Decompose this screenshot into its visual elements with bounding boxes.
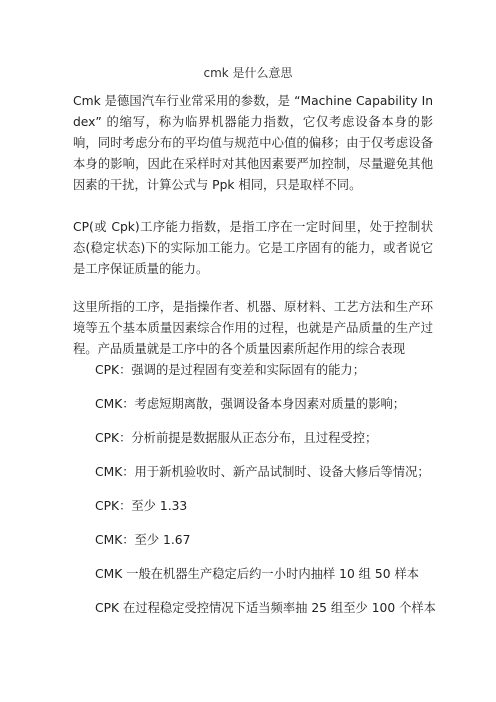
- document-title: cmk 是什么意思: [203, 66, 293, 80]
- paragraph-process-definition: 这里所指的工序，是指操作者、机器、原材料、工艺方法和生产环境等五个基本质量因素综合作用的过程，也就是产品质量的生产过程。产品质量就是工序中的各个质量因素所起作用的综合表现: [73, 300, 433, 356]
- list-item: CMK 一般在机器生产稳定后约一小时内抽样 10 组 50 样本: [95, 567, 420, 581]
- list-item: CMK：考虑短期离散，强调设备本身因素对质量的影响；: [95, 397, 406, 411]
- paragraph-cp-cpk-definition: CP(或 Cpk)工序能力指数，是指工序在一定时间里，处于控制状态(稳定状态)下的实际加工能力。它是工序固有的能力，或者说它是工序保证质量的能力。: [73, 220, 433, 276]
- list-item: CPK：分析前提是数据服从正态分布，且过程受控；: [95, 431, 378, 445]
- list-item: CPK：强调的是过程固有变差和实际固有的能力；: [95, 363, 366, 377]
- list-item: CPK：至少 1.33: [95, 499, 188, 513]
- list-item: CMK：用于新机验收时、新产品试制时、设备大修后等情况；: [95, 465, 430, 479]
- list-item: CMK：至少 1.67: [95, 533, 191, 547]
- paragraph-cmk-definition: Cmk 是德国汽车行业常采用的参数，是 “Machine Capability Index” 的缩写，称为临界机器能力指数，它仅考虑设备本身的影响，同时考虑分布的平均值与规范中心值的偏移；由于仅考虑设备本身的影响，因此在采样时对其他因素要严加控制，尽量避免其他因素的干扰，计算公式与 Ppk 相同，只是取样不同。: [73, 94, 433, 192]
- list-item: CPK 在过程稳定受控情况下适当频率抽 25 组至少 100 个样本: [95, 601, 436, 615]
